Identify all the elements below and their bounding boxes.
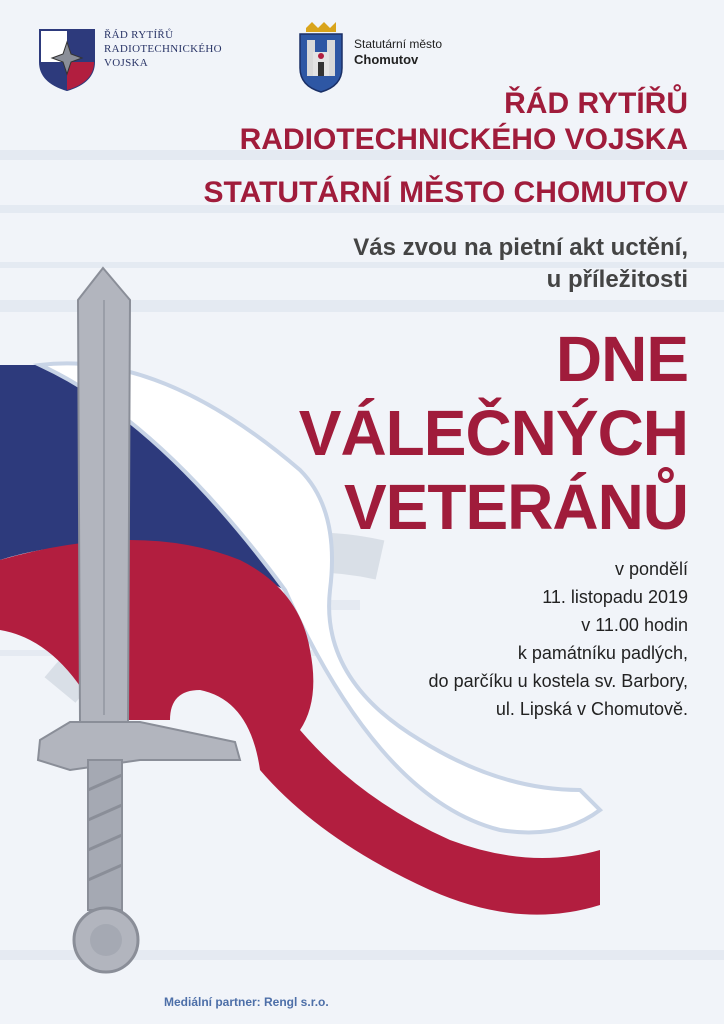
city-logo-line1: Statutární město <box>354 37 443 51</box>
org-title-line1: ŘÁD RYTÍŘŮ <box>504 87 688 120</box>
event-date: 11. listopadu 2019 <box>542 587 688 607</box>
event-details <box>429 555 688 723</box>
org-logo-line: RADIOTECHNICKÉHO <box>104 43 222 55</box>
city-logo-line2: Chomutov <box>354 52 419 67</box>
org-logo <box>38 28 222 92</box>
org-shield-icon <box>38 28 96 92</box>
event-title <box>299 322 688 544</box>
city-title: STATUTÁRNÍ MĚSTO CHOMUTOV <box>203 176 688 209</box>
event-time: v 11.00 hodin <box>581 615 688 635</box>
city-logo-name <box>354 36 442 68</box>
city-coat-of-arms-icon <box>298 22 344 94</box>
invite-line1: Vás zvou na pietní akt uctění, <box>353 234 688 261</box>
sword-guard <box>38 722 240 770</box>
event-title-line1: DNE <box>555 323 688 395</box>
event-day: v pondělí <box>614 559 688 579</box>
org-logo-line: VOJSKA <box>104 57 148 69</box>
media-partner: Mediální partner: Rengl s.r.o. <box>164 995 329 1009</box>
invite-text <box>353 232 688 296</box>
event-address: ul. Lipská v Chomutově. <box>495 699 688 719</box>
invite-line2: u příležitosti <box>546 266 688 293</box>
org-title <box>240 86 688 158</box>
org-logo-name <box>104 28 222 70</box>
event-place-detail: do parčíku u kostela sv. Barbory, <box>428 671 688 691</box>
city-logo <box>298 22 442 94</box>
event-title-line2: VÁLEČNÝCH <box>298 397 688 469</box>
org-title-line2: RADIOTECHNICKÉHO VOJSKA <box>239 123 688 156</box>
event-place: k památníku padlých, <box>517 643 688 663</box>
event-title-line3: VETERÁNŮ <box>343 471 688 543</box>
org-logo-line: ŘÁD RYTÍŘŮ <box>104 29 174 41</box>
